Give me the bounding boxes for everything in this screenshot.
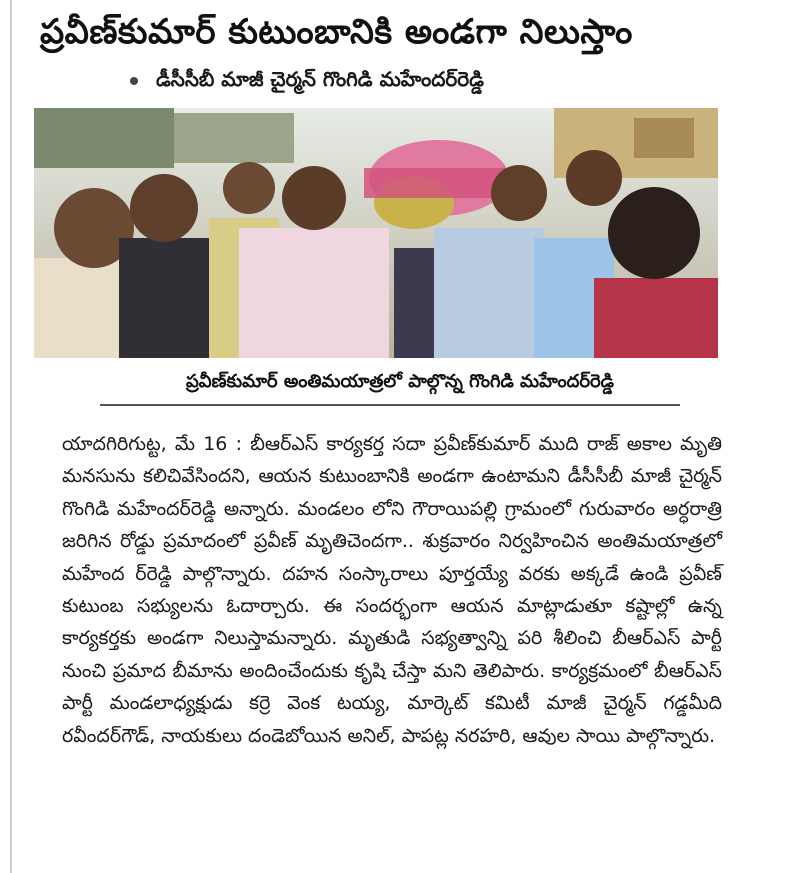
- page-left-border: [10, 0, 12, 873]
- subheadline-text: డీసీసీబీ మాజీ చైర్మన్‌ గొంగిడి మహేందర్‌రెడ్డి: [156, 67, 484, 91]
- headline: ప్రవీణ్‌కుమార్‌ కుటుంబానికి అండగా నిలుస్తాం: [40, 12, 633, 52]
- subheadline: [130, 64, 690, 94]
- article-body: [62, 428, 722, 752]
- bullet-icon: [130, 77, 138, 85]
- article-paragraph: యాదగిరిగుట్ట, మే 16 : బీఆర్‌ఎస్‌ కార్యకర్త సదా ప్రవీణ్‌కుమార్‌ ముది రాజ్‌ అకాల మృతి మనసును కలిచివేసిందని, ఆయన కుటుంబానికి అండగా ఉంటామని డీసీసీబీ మాజీ చైర్మన్‌ గొంగిడి మహేందర్‌రెడ్డి అన్నారు. మండలం లోని గౌరాయిపల్లి గ్రామంలో గురువారం అర్ధరాత్రి జరిగిన రోడ్డు ప్రమాదంలో ప్రవీణ్‌ మృతిచెందగా.. శుక్రవారం నిర్వహించిన అంతిమయాత్రలో మహేంద ర్‌రెడ్డి పాల్గొన్నారు. దహన సంస్కారాలు పూర్తయ్యే వరకు అక్కడే ఉండి ప్రవీణ్‌ కుటుంబ సభ్యులను ఓదార్చారు. ఈ సందర్భంగా ఆయన మాట్లాడుతూ కష్టాల్లో ఉన్న కార్యకర్తకు అండగా నిలుస్తామన్నారు. మృతుడి సభ్యత్వాన్ని పరి శీలించి బీఆర్‌ఎస్‌ పార్టీ నుంచి ప్రమాద బీమాను అందించేందుకు కృషి చేస్తా మని తెలిపారు. కార్యక్రమంలో బీఆర్‌ఎస్‌ పార్టీ మండలాధ్యక్షుడు కర్రె వెంక టయ్య, మార్కెట్‌ కమిటీ మాజీ చైర్మన్‌ గడ్డమీది రవీందర్‌గౌడ్‌, నాయకులు దండెబోయిన అనిల్‌, పాపట్ల నరహరి, ఆవుల సాయి పాల్గొన్నారు.: [62, 433, 722, 747]
- news-photo: [34, 108, 718, 358]
- caption-divider: [100, 404, 680, 406]
- photo-caption: ప్రవీణ్‌కుమార్‌ అంతిమయాత్రలో పాల్గొన్న గొంగిడి మహేందర్‌రెడ్డి: [185, 371, 614, 392]
